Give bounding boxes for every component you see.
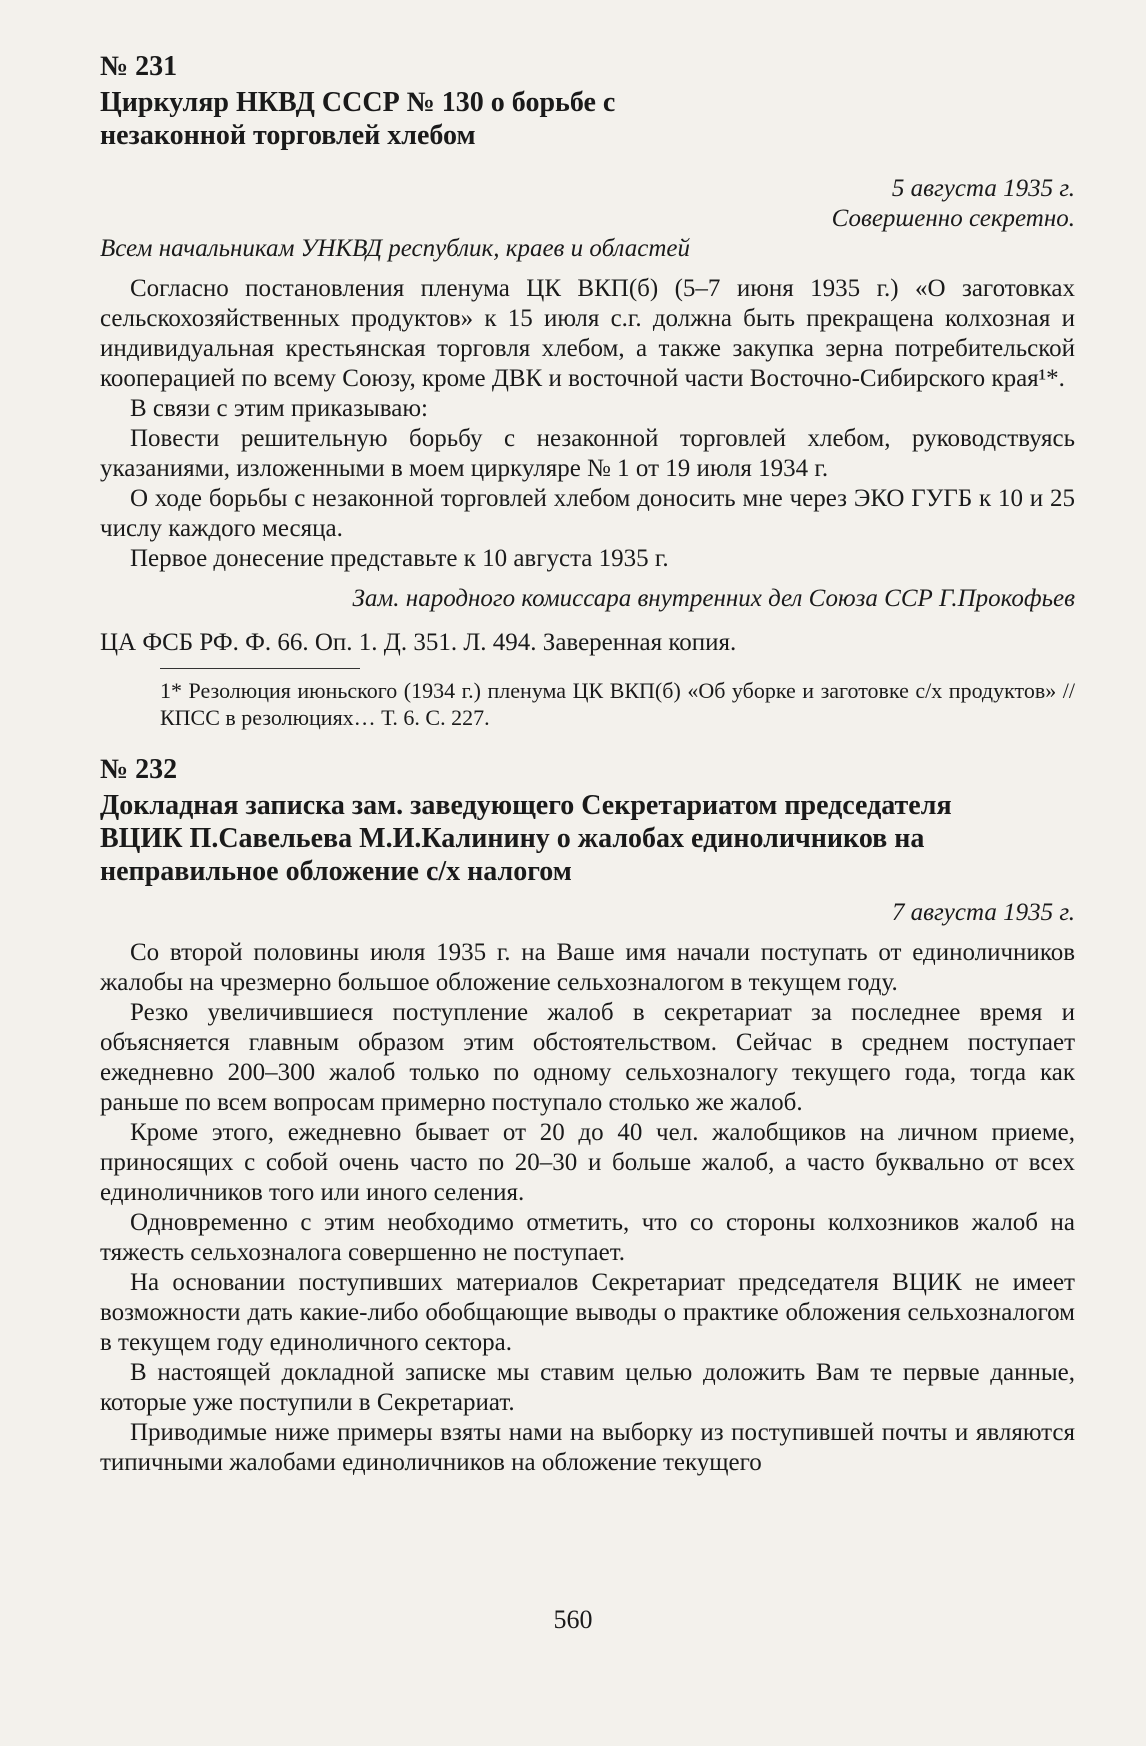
- doc231-number: № 231: [100, 51, 178, 82]
- doc231-paragraph: В связи с этим приказываю:: [130, 395, 428, 422]
- doc231-secrecy: Совершенно секретно.: [831, 205, 1075, 232]
- doc232-paragraph: Резко увеличившиеся поступление жалоб в секретариат за последнее время и объясняется главным образом этим обстоятельством. Сейчас в среднем поступает ежедневно 200–300 жалоб только по одному сельхозналогу текущего года, тогда как раньше по всем вопросам примерно поступало столько же жалоб.: [100, 999, 1075, 1116]
- doc231-signature: Зам. народного комиссара внутренних дел Союза ССР Г.Прокофьев: [352, 585, 1075, 612]
- doc231-date: 5 августа 1935 г.: [891, 175, 1075, 202]
- doc231-footnote: 1* Резолюция июньского (1934 г.) пленума ЦК ВКП(б) «Об уборке и заготовке с/х продуктов» // КПСС в резолюциях… Т. 6. С. 227.: [160, 678, 1075, 730]
- doc231-paragraph: Первое донесение представьте к 10 августа 1935 г.: [130, 545, 669, 572]
- doc231-paragraph: О ходе борьбы с незаконной торговлей хлебом доносить мне через ЭКО ГУГБ к 10 и 25 числу каждого месяца.: [100, 485, 1075, 542]
- doc231-addressee: Всем начальникам УНКВД республик, краев и областей: [100, 235, 690, 262]
- doc231-paragraph: Согласно постановления пленума ЦК ВКП(б) (5–7 июня 1935 г.) «О заготовках сельскохозяйственных продуктов» к 15 июля с.г. должна быть прекращена колхозная и индивидуальная крестьянская торговля хлебом, а также закупка зерна потребительской кооперацией по всему Союзу, кроме ДВК и восточной части Восточно-Сибирского края¹*.: [100, 275, 1075, 392]
- doc232-paragraph: В настоящей докладной записке мы ставим целью доложить Вам те первые данные, которые уже поступили в Секретариат.: [100, 1359, 1075, 1416]
- doc231-source: ЦА ФСБ РФ. Ф. 66. Оп. 1. Д. 351. Л. 494. Заверенная копия.: [100, 629, 737, 656]
- doc232-paragraph: Со второй половины июля 1935 г. на Ваше имя начали поступать от единоличников жалобы на чрезмерно большое обложение сельхозналогом в текущем году.: [100, 939, 1075, 996]
- doc231-title: Циркуляр НКВД СССР № 130 о борьбе с незаконной торговлей хлебом: [100, 87, 616, 151]
- page-number: 560: [553, 1605, 593, 1634]
- doc232-paragraph: Приводимые ниже примеры взяты нами на выборку из поступившей почты и являются типичными жалобами единоличников на обложение текущего: [100, 1419, 1075, 1476]
- doc231-paragraph: Повести решительную борьбу с незаконной торговлей хлебом, руководствуясь указаниями, изложенными в моем циркуляре № 1 от 19 июля 1934 г.: [100, 425, 1075, 482]
- page-content: [100, 50, 1075, 1478]
- doc232-title: Докладная записка зам. заведующего Секретариатом председателя ВЦИК П.Савельева М.И.Калинину о жалобах единоличников на неправильное обложение с/х налогом: [100, 790, 952, 887]
- doc232-paragraph: На основании поступивших материалов Секретариат председателя ВЦИК не имеет возможности дать какие-либо обобщающие выводы о практике обложения сельхозналогом в текущем году единоличного сектора.: [100, 1269, 1075, 1356]
- doc232-paragraph: Одновременно с этим необходимо отметить, что со стороны колхозников жалоб на тяжесть сельхозналога совершенно не поступает.: [100, 1209, 1075, 1266]
- footnote-divider: [160, 668, 360, 669]
- doc232-date: 7 августа 1935 г.: [891, 899, 1075, 926]
- doc232-paragraph: Кроме этого, ежедневно бывает от 20 до 40 чел. жалобщиков на личном приеме, приносящих с собой очень часто по 20–30 и больше жалоб, а часто буквально от всех единоличников того или иного селения.: [100, 1119, 1075, 1206]
- doc232-number: № 232: [100, 754, 178, 785]
